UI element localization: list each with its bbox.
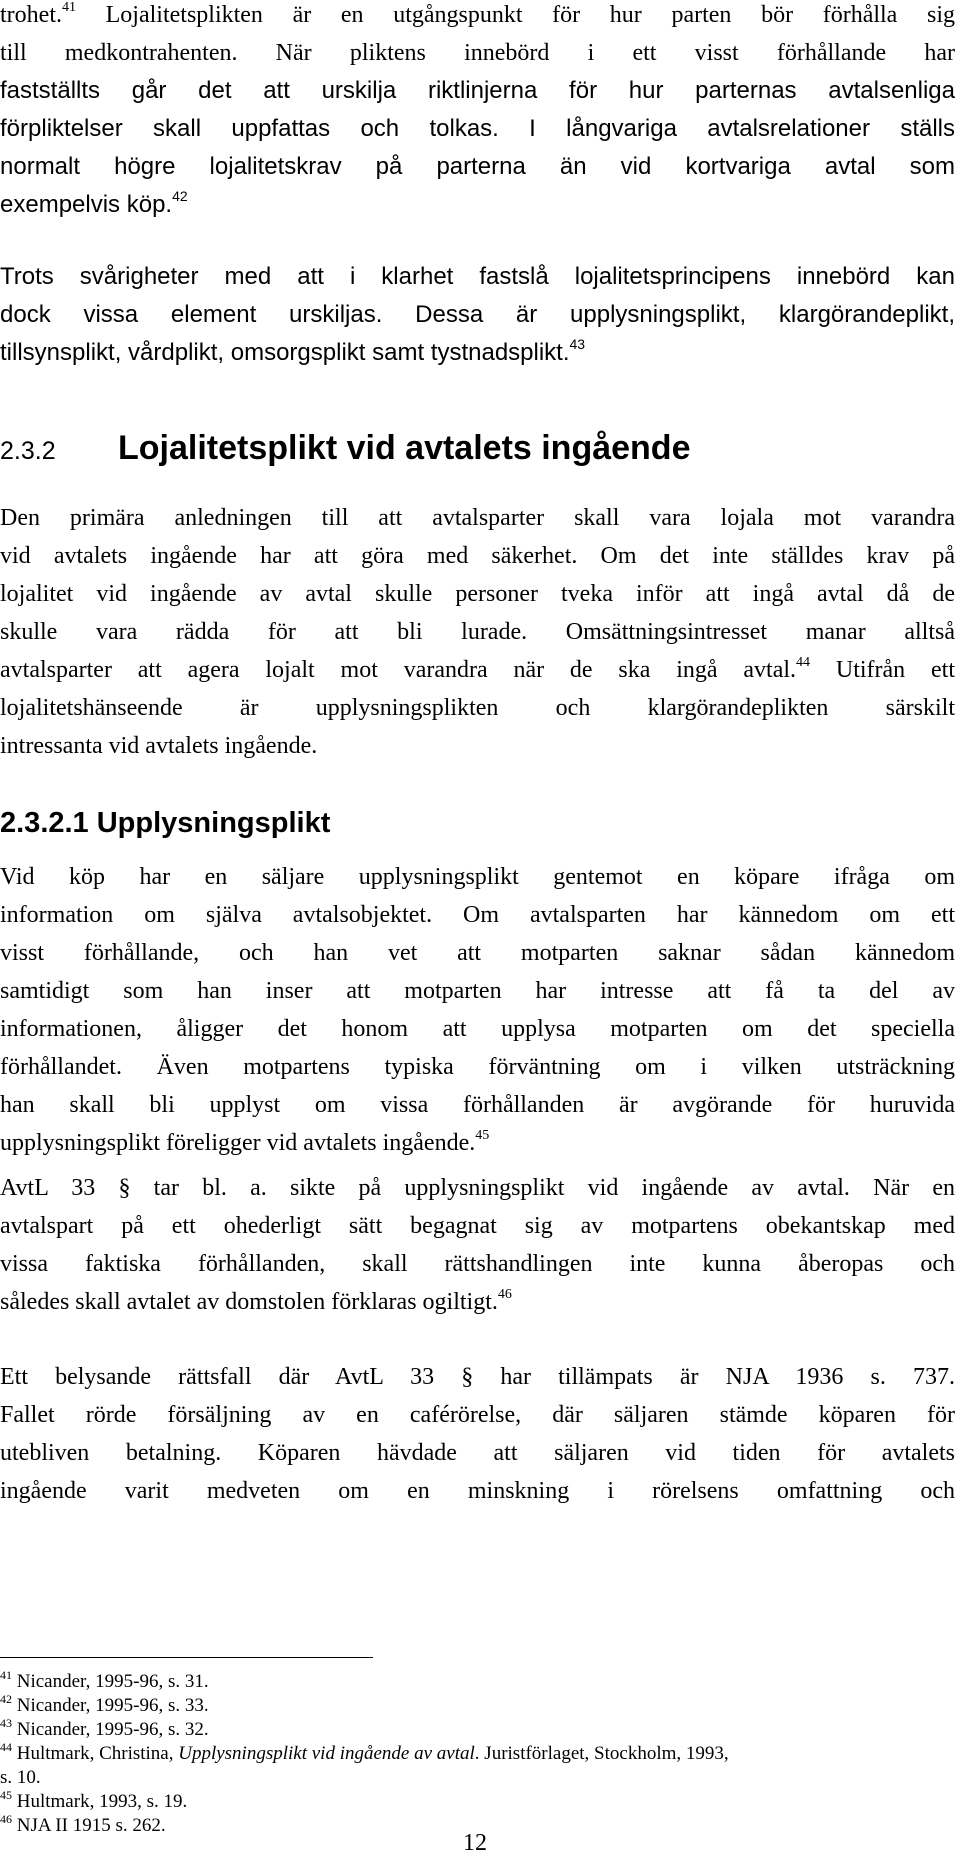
text-line: informationen, åligger det honom att upplysa motparten om det speciella xyxy=(0,1016,955,1042)
footnote-ref: 42 xyxy=(172,188,188,204)
text-line: dock vissa element urskiljas. Dessa är upplysningsplikt, klargörandeplikt, xyxy=(0,301,955,328)
section-title: Lojalitetsplikt vid avtalets ingående xyxy=(118,429,691,467)
text-line: förhållandet. Även motpartens typiska förväntning om i vilken utsträckning xyxy=(0,1054,955,1080)
footnote: $^{44}$ Hultmark, Christina, Upplysningsplikt vid ingående av avtal. Juristförlaget, Stockholm, 1993, s. 10. xyxy=(0,1739,729,1788)
text-line: förpliktelser skall uppfattas och tolkas. I långvariga avtalsrelationer ställs xyxy=(0,115,955,142)
text-line: AvtL 33 § tar bl. a. sikte på upplysningsplikt vid ingående av avtal. När en xyxy=(0,1175,955,1201)
section-heading-2-3-2-1: 2.3.2.1 Upplysningsplikt xyxy=(0,807,331,839)
footnote-ref: 46 xyxy=(497,1287,512,1302)
footnote: $^{46}$ NJA II 1915 s. 262. xyxy=(0,1811,166,1836)
text-line: utebliven betalning. Köparen hävdade att säljaren vid tiden för avtalets xyxy=(0,1440,955,1466)
text-line: normalt högre lojalitetskrav på parterna än vid kortvariga avtal som xyxy=(0,153,955,180)
footnote-number: 42 xyxy=(0,1691,12,1706)
footnote-number: 45 xyxy=(0,1787,12,1802)
text-line: fastställts går det att urskilja riktlinjerna för hur parternas avtalsenliga xyxy=(0,77,955,104)
text-line: exempelvis köp.$^{42}$ xyxy=(0,188,188,218)
text-line: Ett belysande rättsfall där AvtL 33 § har tillämpats är NJA 1936 s. 737. xyxy=(0,1364,955,1390)
text-line: avtalsparter att agera lojalt mot varandra när de ska ingå avtal.$^{44}$ Utifrån ett xyxy=(0,655,956,683)
footnote-number: 44 xyxy=(0,1739,12,1754)
footnote-ref: 41 xyxy=(61,0,76,15)
section-number: 2.3.2 xyxy=(0,437,56,465)
text-line: avtalspart på ett ohederligt sätt begagnat sig av motpartens obekantskap med xyxy=(0,1213,955,1239)
text-line: vid avtalets ingående har att göra med säkerhet. Om det inte ställdes krav på xyxy=(0,543,955,569)
text-line: skulle vara rädda för att bli lurade. Omsättningsintresset manar alltså xyxy=(0,619,955,645)
text-line: till medkontrahenten. När pliktens innebörd i ett visst förhållande har xyxy=(0,40,955,66)
text-line: visst förhållande, och han vet att motparten saknar sådan kännedom xyxy=(0,940,955,966)
text-line: lojalitetshänseende är upplysningsplikten och klargörandeplikten särskilt xyxy=(0,695,955,721)
text-line: trohet.$^{41}$ Lojalitetsplikten är en utgångspunkt för hur parten bör förhålla sig xyxy=(0,0,955,28)
footnote: $^{45}$ Hultmark, 1993, s. 19. xyxy=(0,1787,188,1812)
book-title: Upplysningsplikt vid ingående av avtal xyxy=(178,1743,475,1764)
text-line: Den primära anledningen till att avtalsparter skall vara lojala mot varandra xyxy=(0,505,955,531)
text-line: tillsynsplikt, vårdplikt, omsorgsplikt samt tystnadsplikt.$^{43}$ xyxy=(0,336,586,366)
text-line: upplysningsplikt föreligger vid avtalets ingående.$^{45}$ xyxy=(0,1128,490,1156)
footnote-number: 41 xyxy=(0,1667,12,1682)
text-line: Trots svårigheter med att i klarhet fastslå lojalitetsprincipens innebörd kan xyxy=(0,263,955,290)
footnote: $^{41}$ Nicander, 1995-96, s. 31. xyxy=(0,1667,209,1692)
text-line: information om själva avtalsobjektet. Om avtalsparten har kännedom om ett xyxy=(0,902,955,928)
footnote: $^{42}$ Nicander, 1995-96, s. 33. xyxy=(0,1691,209,1716)
footnote-number: 43 xyxy=(0,1715,12,1730)
footnote-ref: 44 xyxy=(796,655,811,670)
text-line: Fallet rörde försäljning av en caférörelse, där säljaren stämde köparen för xyxy=(0,1402,955,1428)
footnote: $^{43}$ Nicander, 1995-96, s. 32. xyxy=(0,1715,209,1740)
text-line: lojalitet vid ingående av avtal skulle personer tveka inför att ingå avtal då de xyxy=(0,581,955,607)
section-heading-2-3-2 xyxy=(0,428,691,471)
text-line: han skall bli upplyst om vissa förhållanden är avgörande för huruvida xyxy=(0,1092,955,1118)
footnote-ref: 43 xyxy=(569,336,586,352)
footnote-separator xyxy=(0,1657,373,1658)
text-line: samtidigt som han inser att motparten har intresse att få ta del av xyxy=(0,978,955,1004)
footnote-ref: 45 xyxy=(475,1128,490,1143)
text-line: ingående varit medveten om en minskning i rörelsens omfattning och xyxy=(0,1478,955,1504)
text-line: Vid köp har en säljare upplysningsplikt gentemot en köpare ifråga om xyxy=(0,864,955,890)
page-number: 12 xyxy=(463,1830,487,1856)
text-line: intressanta vid avtalets ingående. xyxy=(0,733,318,759)
text-line: således skall avtalet av domstolen förklaras ogiltigt.$^{46}$ xyxy=(0,1287,512,1315)
text-line: vissa faktiska förhållanden, skall rättshandlingen inte kunna åberopas och xyxy=(0,1251,955,1277)
footnote-number: 46 xyxy=(0,1811,12,1826)
